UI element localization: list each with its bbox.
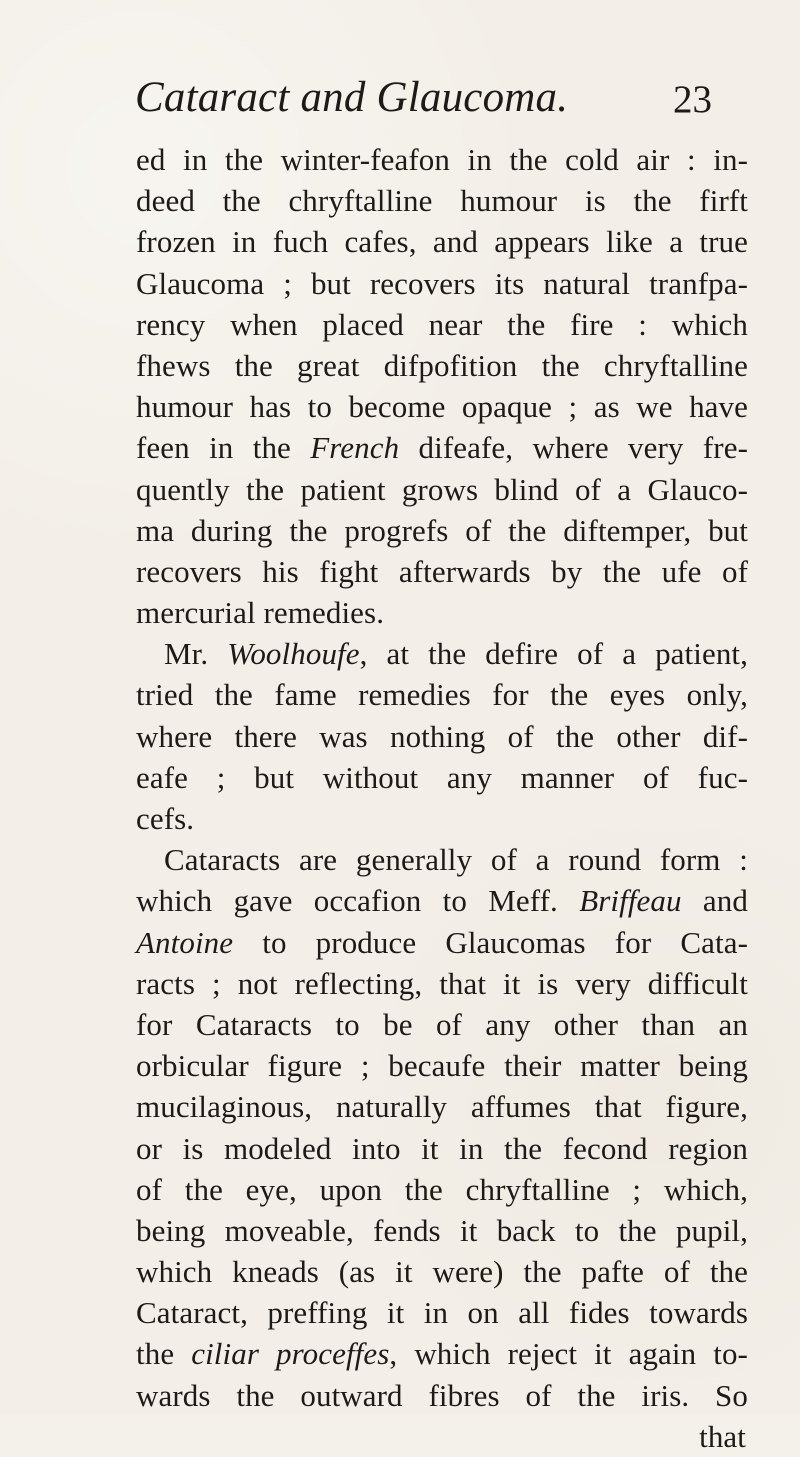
- main-text: [136, 139, 748, 1457]
- text-line: recovers his fight afterwards by the ufe of: [136, 553, 748, 589]
- text-line: mucilaginous, naturally affumes that figure,: [136, 1089, 748, 1125]
- text-line: ed in the winter-feafon in the cold air : in-: [136, 142, 748, 177]
- text-line: ma during the progrefs of the diftemper, but: [136, 512, 748, 548]
- text-line: the ciliar proceffes, which reject it again to-: [136, 1336, 748, 1372]
- page-number: 23: [673, 78, 712, 121]
- text-line: orbicular figure ; becaufe their matter being: [136, 1048, 748, 1084]
- text-line: fhews the great difpofition the chryftalline: [136, 347, 748, 383]
- text-line: Cataract, preffing it in on all fides towards: [136, 1295, 748, 1331]
- text-line: Antoine to produce Glaucomas for Cata-: [136, 924, 748, 960]
- text-line: mercurial remedies.: [136, 595, 385, 631]
- text-line: humour has to become opaque ; as we have: [136, 389, 748, 425]
- text-line: of the eye, upon the chryftalline ; which,: [136, 1171, 748, 1207]
- text-line: rency when placed near the fire : which: [136, 306, 748, 342]
- text-line: where there was nothing of the other dif-: [136, 718, 748, 754]
- page-header: [135, 76, 730, 136]
- text-line: eafe ; but without any manner of fuc-: [136, 759, 748, 795]
- text-line: or is modeled into it in the fecond region: [136, 1130, 748, 1166]
- text-line: Cataracts are generally of a round form :: [164, 842, 748, 878]
- text-line: feen in the French difeafe, where very fre-: [136, 430, 749, 466]
- text-line: Glaucoma ; but recovers its natural tranfpa-: [136, 265, 748, 301]
- text-line: which kneads (as it were) the pafte of the: [136, 1254, 748, 1290]
- text-line: cefs.: [136, 801, 195, 836]
- text-line: wards the outward fibres of the iris. So: [136, 1377, 748, 1413]
- text-line: which gave occafion to Meff. Briffeau and: [136, 883, 748, 919]
- text-line: Mr. Woolhoufe, at the defire of a patient,: [164, 636, 748, 672]
- text-line: for Cataracts to be of any other than an: [136, 1006, 748, 1042]
- text-line: frozen in fuch cafes, and appears like a true: [136, 224, 748, 260]
- catchword: that: [699, 1418, 746, 1454]
- running-title: Cataract and Glaucoma.: [135, 74, 569, 121]
- text-line: deed the chryftalline humour is the firft: [136, 183, 748, 219]
- text-line: tried the fame remedies for the eyes only,: [136, 677, 748, 713]
- text-line: being moveable, fends it back to the pupil,: [136, 1212, 748, 1248]
- text-line: quently the patient grows blind of a Glauco-: [136, 471, 748, 507]
- text-line: racts ; not reflecting, that it is very difficult: [136, 965, 748, 1001]
